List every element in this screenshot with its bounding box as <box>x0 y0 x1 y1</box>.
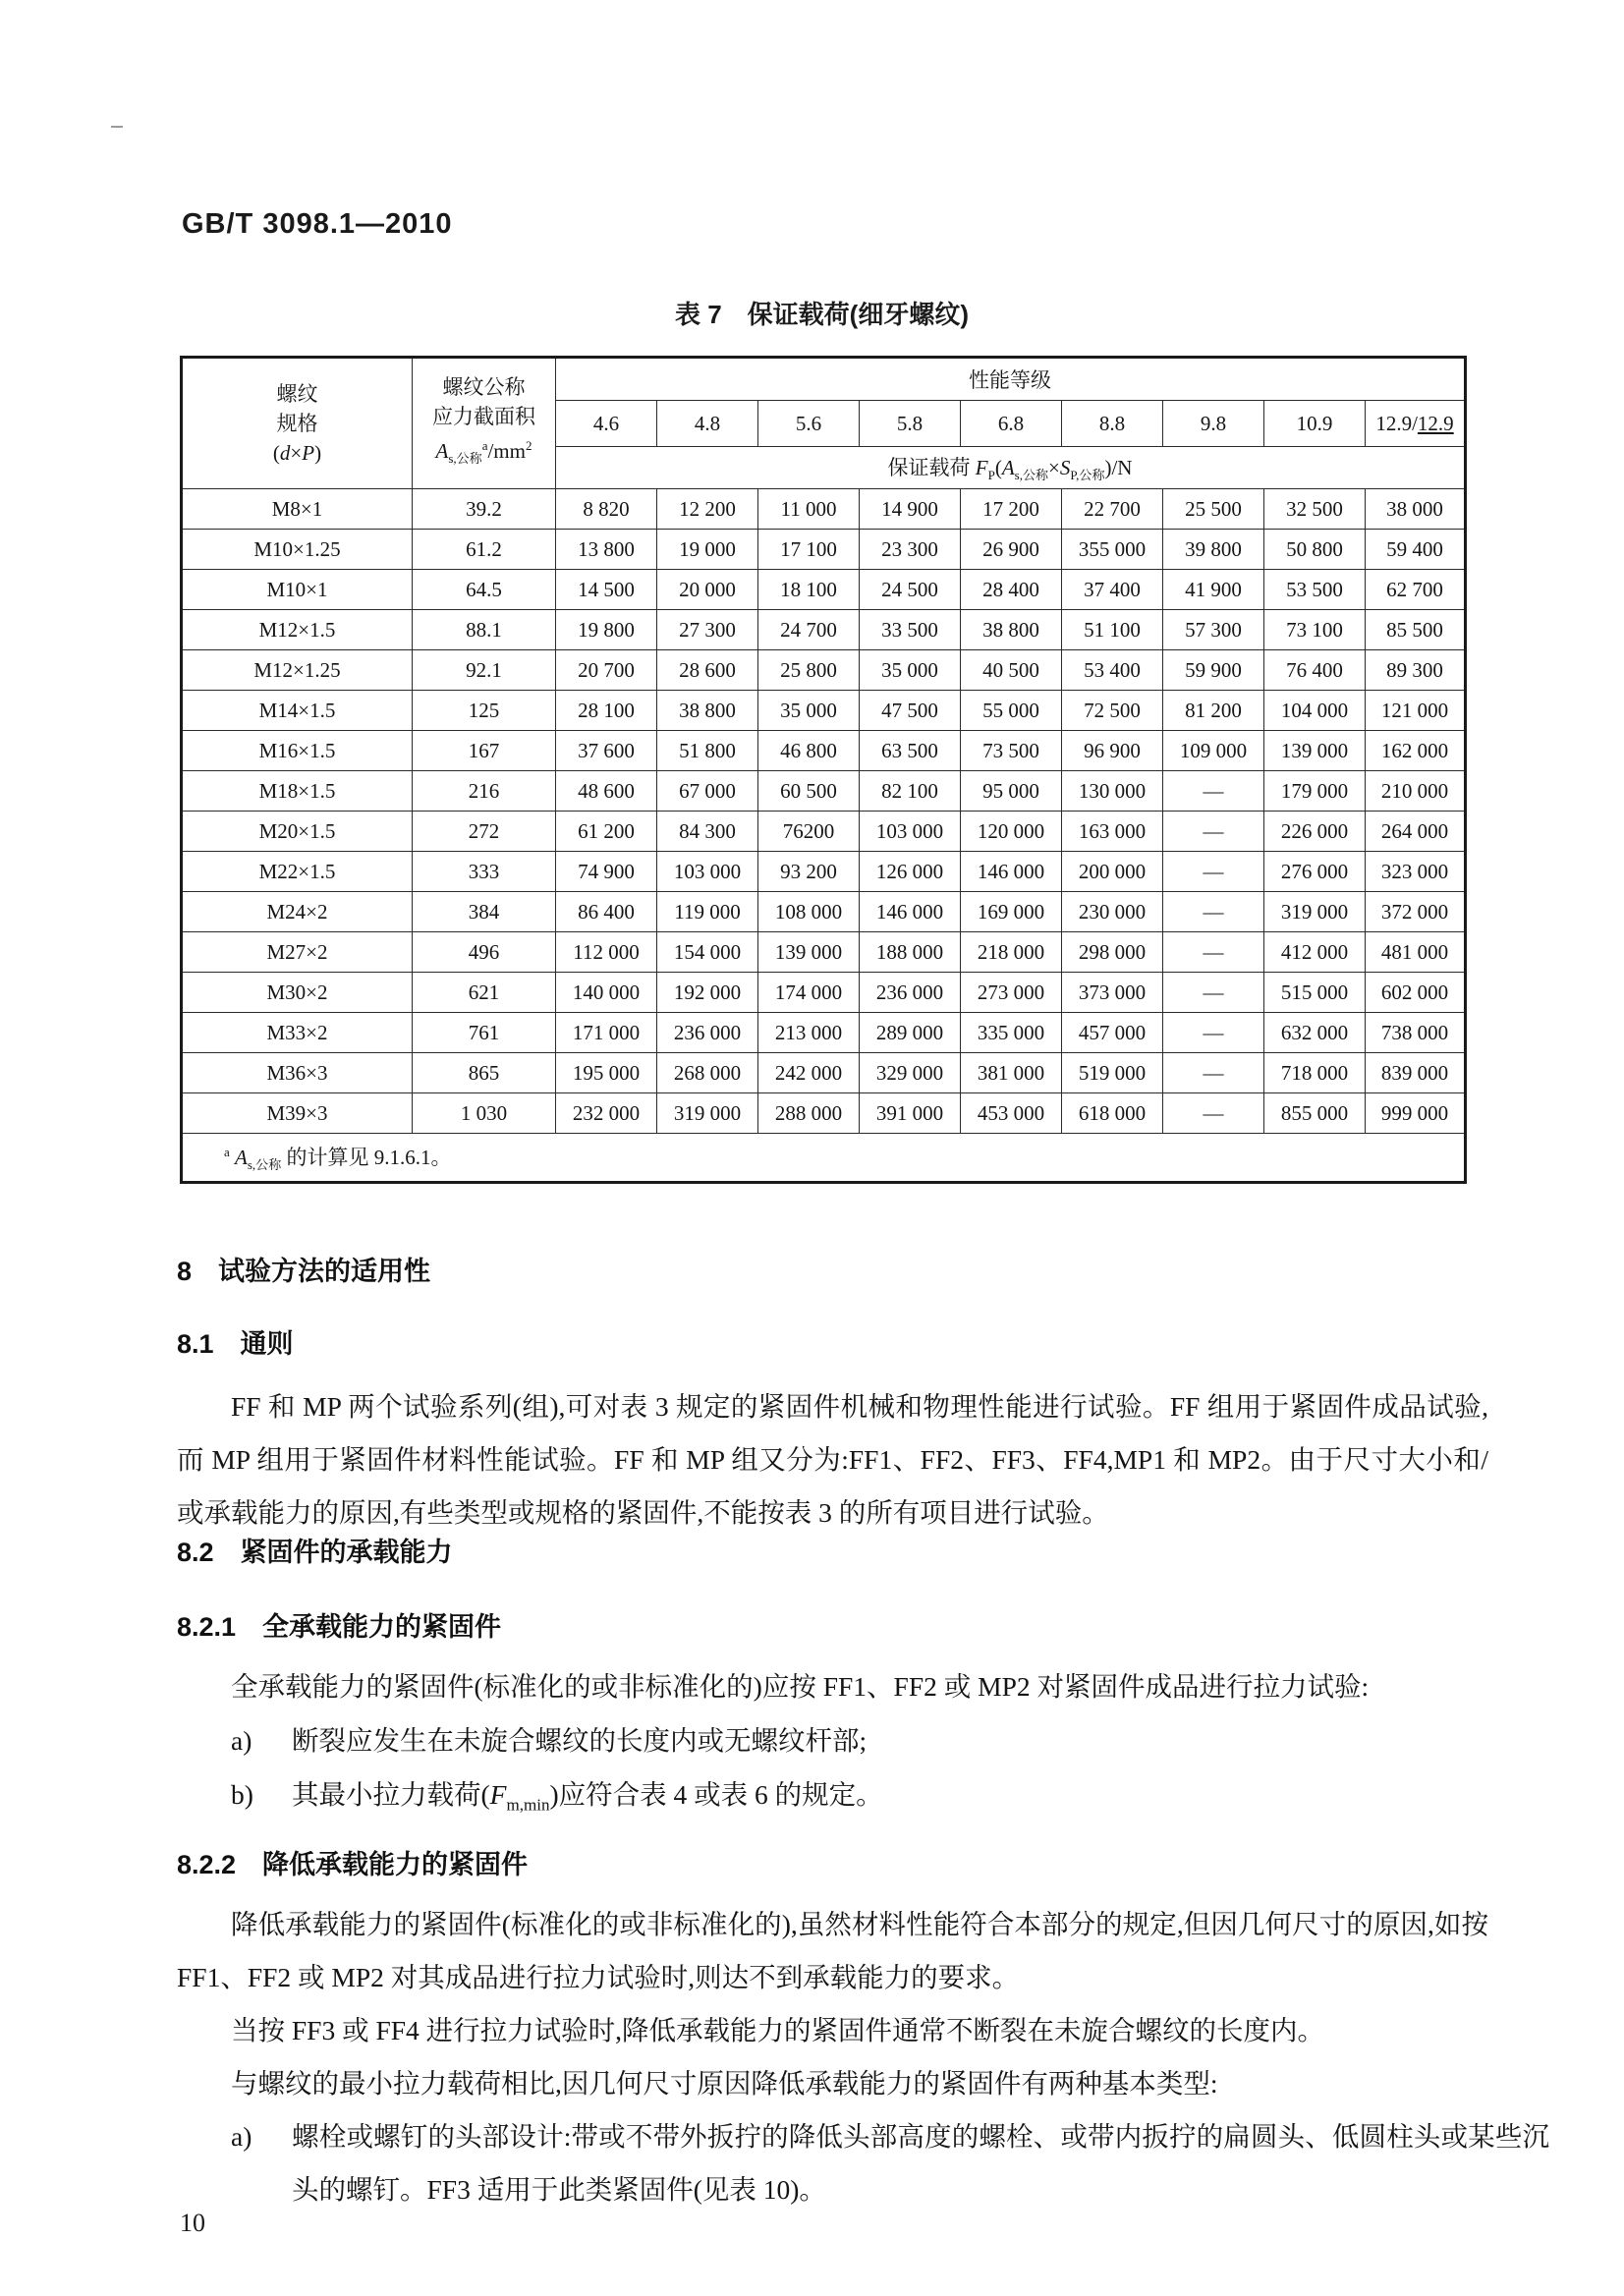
proof-load-cell: 96 900 <box>1062 731 1163 771</box>
stress-area-cell: 333 <box>413 852 556 892</box>
section-8-1-paragraph: FF 和 MP 两个试验系列(组),可对表 3 规定的紧固件机械和物理性能进行试验。FF 组用于紧固件成品试验,而 MP 组用于紧固件材料性能试验。FF 和 MP 组又分为:FF1、FF2、FF3、FF4,MP1 和 MP2。由于尺寸大小和/或承载能力的原因,有些类型或规格的紧固件,不能按表 3 的所有项目进行试验。 <box>177 1391 1488 1528</box>
proof-load-cell: 268 000 <box>657 1053 758 1093</box>
table-row <box>182 489 1466 530</box>
table-row <box>182 570 1466 610</box>
proof-load-cell: 72 500 <box>1062 691 1163 731</box>
stress-area-cell: 865 <box>413 1053 556 1093</box>
stress-area-cell: 496 <box>413 932 556 973</box>
table-row <box>182 530 1466 570</box>
proof-load-cell: 24 500 <box>860 570 961 610</box>
proof-load-cell: 236 000 <box>860 973 961 1013</box>
proof-load-cell: 103 000 <box>657 852 758 892</box>
thread-spec-cell: M14×1.5 <box>182 691 413 731</box>
proof-load-cell: 999 000 <box>1366 1093 1466 1134</box>
list-item-b: b) 其最小拉力载荷$(F_{m,min})$应符合表 4 或表 6 的规定。 <box>231 1768 1488 1832</box>
proof-load-cell: 26 900 <box>961 530 1062 570</box>
proof-load-table <box>180 356 1467 1184</box>
header-thread-spec: 螺纹 规格 (d×P) <box>182 358 413 489</box>
proof-load-cell: 28 400 <box>961 570 1062 610</box>
grade-header: 4.6 <box>556 401 657 447</box>
proof-load-cell: 323 000 <box>1366 852 1466 892</box>
proof-load-cell: 63 500 <box>860 731 961 771</box>
proof-load-cell: 103 000 <box>860 812 961 852</box>
proof-load-cell: 140 000 <box>556 973 657 1013</box>
section-8-2-2-paragraph-1: 降低承载能力的紧固件(标准化的或非标准化的),虽然材料性能符合本部分的规定,但因几何尺寸的原因,如按 FF1、FF2 或 MP2 对其成品进行拉力试验时,则达不到承载能力的要求。 <box>177 1909 1488 1992</box>
proof-load-cell: 8 820 <box>556 489 657 530</box>
proof-load-cell: 20 700 <box>556 650 657 691</box>
proof-load-cell: 288 000 <box>758 1093 860 1134</box>
proof-load-cell: 59 400 <box>1366 530 1466 570</box>
proof-load-cell: 60 500 <box>758 771 860 812</box>
proof-load-cell: 61 200 <box>556 812 657 852</box>
proof-load-cell: 519 000 <box>1062 1053 1163 1093</box>
proof-load-cell: 119 000 <box>657 892 758 932</box>
grade-header: 5.8 <box>860 401 961 447</box>
proof-load-cell: 12 200 <box>657 489 758 530</box>
table-row <box>182 731 1466 771</box>
proof-load-cell: 76 400 <box>1264 650 1366 691</box>
proof-load-cell: 95 000 <box>961 771 1062 812</box>
proof-load-cell: 41 900 <box>1163 570 1264 610</box>
proof-load-cell: 210 000 <box>1366 771 1466 812</box>
proof-load-cell: 55 000 <box>961 691 1062 731</box>
header-stress-area: 螺纹公称 应力截面积 $A_{s,公称}^a/mm^2$ <box>413 358 556 489</box>
proof-load-cell: 62 700 <box>1366 570 1466 610</box>
proof-load-cell: 319 000 <box>1264 892 1366 932</box>
thread-spec-cell: M30×2 <box>182 973 413 1013</box>
proof-load-cell: 25 500 <box>1163 489 1264 530</box>
proof-load-cell: 200 000 <box>1062 852 1163 892</box>
proof-load-cell: 108 000 <box>758 892 860 932</box>
table-row <box>182 812 1466 852</box>
proof-load-cell: 226 000 <box>1264 812 1366 852</box>
proof-load-cell: 372 000 <box>1366 892 1466 932</box>
proof-load-cell: 81 200 <box>1163 691 1264 731</box>
proof-load-cell: 104 000 <box>1264 691 1366 731</box>
proof-load-cell: 85 500 <box>1366 610 1466 650</box>
table-row <box>182 932 1466 973</box>
proof-load-cell: 169 000 <box>961 892 1062 932</box>
stress-area-cell: 761 <box>413 1013 556 1053</box>
proof-load-cell: 38 000 <box>1366 489 1466 530</box>
proof-load-cell: 355 000 <box>1062 530 1163 570</box>
proof-load-cell: 35 000 <box>758 691 860 731</box>
proof-load-cell: — <box>1163 1093 1264 1134</box>
table-row <box>182 610 1466 650</box>
grade-header: 6.8 <box>961 401 1062 447</box>
thread-spec-cell: M16×1.5 <box>182 731 413 771</box>
proof-load-cell: — <box>1163 892 1264 932</box>
proof-load-cell: 289 000 <box>860 1013 961 1053</box>
thread-spec-cell: M27×2 <box>182 932 413 973</box>
table-row <box>182 650 1466 691</box>
proof-load-cell: 391 000 <box>860 1093 961 1134</box>
proof-load-cell: 171 000 <box>556 1013 657 1053</box>
table-row <box>182 1053 1466 1093</box>
list-item-a: a) 断裂应发生在未旋合螺纹的长度内或无螺纹杆部; <box>231 1714 1488 1767</box>
list-marker: a) <box>231 2121 252 2152</box>
proof-load-table-body <box>182 489 1466 1134</box>
section-8-1-heading: 8.1 通则 <box>177 1329 294 1359</box>
proof-load-cell: 27 300 <box>657 610 758 650</box>
grade-header: 10.9 <box>1264 401 1366 447</box>
stress-area-cell: 61.2 <box>413 530 556 570</box>
proof-load-cell: 453 000 <box>961 1093 1062 1134</box>
proof-load-cell: 855 000 <box>1264 1093 1366 1134</box>
proof-load-cell: 139 000 <box>758 932 860 973</box>
header-proof-load-formula: 保证载荷 $F_P(A_{s,公称}\times S_{P,公称})/N$ <box>556 447 1466 489</box>
proof-load-cell: — <box>1163 1013 1264 1053</box>
table-7-title: 表 7 保证载荷(细牙螺纹) <box>674 300 969 329</box>
proof-load-cell: 28 600 <box>657 650 758 691</box>
proof-load-cell: 46 800 <box>758 731 860 771</box>
proof-load-cell: 76200 <box>758 812 860 852</box>
thread-spec-cell: M39×3 <box>182 1093 413 1134</box>
proof-load-cell: 22 700 <box>1062 489 1163 530</box>
thread-spec-cell: M33×2 <box>182 1013 413 1053</box>
proof-load-cell: 146 000 <box>860 892 961 932</box>
proof-load-cell: 230 000 <box>1062 892 1163 932</box>
stress-area-cell: 92.1 <box>413 650 556 691</box>
stress-area-cell: 384 <box>413 892 556 932</box>
proof-load-cell: 14 900 <box>860 489 961 530</box>
proof-load-cell: 14 500 <box>556 570 657 610</box>
proof-load-cell: 264 000 <box>1366 812 1466 852</box>
thread-spec-cell: M12×1.5 <box>182 610 413 650</box>
grade-header: 9.8 <box>1163 401 1264 447</box>
table-row <box>182 691 1466 731</box>
proof-load-cell: 93 200 <box>758 852 860 892</box>
proof-load-cell: 329 000 <box>860 1053 961 1093</box>
proof-load-cell: 121 000 <box>1366 691 1466 731</box>
stress-area-cell: 216 <box>413 771 556 812</box>
proof-load-cell: — <box>1163 852 1264 892</box>
proof-load-cell: 273 000 <box>961 973 1062 1013</box>
thread-spec-cell: M8×1 <box>182 489 413 530</box>
proof-load-cell: 188 000 <box>860 932 961 973</box>
page-number: 10 <box>180 2209 205 2237</box>
proof-load-cell: 126 000 <box>860 852 961 892</box>
proof-load-cell: — <box>1163 812 1264 852</box>
proof-load-cell: 50 800 <box>1264 530 1366 570</box>
thread-spec-cell: M22×1.5 <box>182 852 413 892</box>
section-8-2-2-heading: 8.2.2 降低承载能力的紧固件 <box>177 1850 529 1879</box>
proof-load-cell: 40 500 <box>961 650 1062 691</box>
proof-load-cell: 718 000 <box>1264 1053 1366 1093</box>
area-formula: $A_{s,公称}^a/mm^2$ <box>435 438 532 467</box>
thread-spec-cell: M36×3 <box>182 1053 413 1093</box>
table-row <box>182 1093 1466 1134</box>
stress-area-cell: 88.1 <box>413 610 556 650</box>
proof-load-cell: 218 000 <box>961 932 1062 973</box>
section-8-2-heading: 8.2 紧固件的承载能力 <box>177 1538 453 1567</box>
proof-load-cell: 154 000 <box>657 932 758 973</box>
section-8-2-2-paragraph-2: 当按 FF3 或 FF4 进行拉力试验时,降低承载能力的紧固件通常不断裂在未旋合螺纹的长度内。 <box>231 2015 1325 2045</box>
proof-load-cell: 13 800 <box>556 530 657 570</box>
section-8-2-1-heading: 8.2.1 全承载能力的紧固件 <box>177 1612 502 1642</box>
proof-load-cell: 28 100 <box>556 691 657 731</box>
proof-load-cell: 33 500 <box>860 610 961 650</box>
scan-artifact-dash <box>111 126 123 128</box>
table-footnote: $^a$ $A_{s,公称}$ 的计算见 9.1.6.1。 <box>182 1134 1466 1183</box>
proof-load-cell: 381 000 <box>961 1053 1062 1093</box>
thread-spec-cell: M24×2 <box>182 892 413 932</box>
proof-load-cell: 242 000 <box>758 1053 860 1093</box>
standard-code: GB/T 3098.1—2010 <box>182 208 453 240</box>
proof-load-cell: 162 000 <box>1366 731 1466 771</box>
table-row <box>182 973 1466 1013</box>
stress-area-cell: 125 <box>413 691 556 731</box>
proof-load-cell: 139 000 <box>1264 731 1366 771</box>
proof-load-cell: 236 000 <box>657 1013 758 1053</box>
section-8-2-2-paragraph-3: 与螺纹的最小拉力载荷相比,因几何尺寸原因降低承载能力的紧固件有两种基本类型: <box>231 2068 1218 2099</box>
proof-load-cell: 602 000 <box>1366 973 1466 1013</box>
stress-area-cell: 167 <box>413 731 556 771</box>
proof-load-cell: 457 000 <box>1062 1013 1163 1053</box>
proof-load-cell: 82 100 <box>860 771 961 812</box>
proof-load-cell: — <box>1163 973 1264 1013</box>
proof-load-cell: 35 000 <box>860 650 961 691</box>
proof-load-cell: 130 000 <box>1062 771 1163 812</box>
proof-load-cell: 146 000 <box>961 852 1062 892</box>
list-marker: a) <box>231 1725 252 1756</box>
proof-load-cell: — <box>1163 932 1264 973</box>
thread-spec-cell: M10×1 <box>182 570 413 610</box>
proof-load-cell: 23 300 <box>860 530 961 570</box>
proof-load-cell: 74 900 <box>556 852 657 892</box>
thread-spec-cell: M20×1.5 <box>182 812 413 852</box>
proof-load-cell: 51 800 <box>657 731 758 771</box>
proof-load-cell: — <box>1163 771 1264 812</box>
proof-load-cell: 53 500 <box>1264 570 1366 610</box>
proof-load-cell: 335 000 <box>961 1013 1062 1053</box>
proof-load-cell: 18 100 <box>758 570 860 610</box>
proof-load-cell: 53 400 <box>1062 650 1163 691</box>
section-8-heading: 8 试验方法的适用性 <box>177 1257 431 1286</box>
proof-load-cell: 19 000 <box>657 530 758 570</box>
proof-load-cell: 192 000 <box>657 973 758 1013</box>
stress-area-cell: 272 <box>413 812 556 852</box>
proof-load-cell: 481 000 <box>1366 932 1466 973</box>
proof-load-cell: 298 000 <box>1062 932 1163 973</box>
proof-load-cell: 17 200 <box>961 489 1062 530</box>
proof-load-cell: 319 000 <box>657 1093 758 1134</box>
proof-load-cell: 515 000 <box>1264 973 1366 1013</box>
proof-load-cell: 67 000 <box>657 771 758 812</box>
table-row <box>182 771 1466 812</box>
proof-load-cell: 59 900 <box>1163 650 1264 691</box>
proof-load-cell: 120 000 <box>961 812 1062 852</box>
proof-load-cell: 11 000 <box>758 489 860 530</box>
table-row <box>182 852 1466 892</box>
proof-load-cell: 738 000 <box>1366 1013 1466 1053</box>
thread-spec-cell: M10×1.25 <box>182 530 413 570</box>
proof-load-cell: 24 700 <box>758 610 860 650</box>
section-8-2-1-paragraph: 全承载能力的紧固件(标准化的或非标准化的)应按 FF1、FF2 或 MP2 对紧固件成品进行拉力试验: <box>231 1671 1370 1702</box>
proof-load-cell: 25 800 <box>758 650 860 691</box>
proof-load-cell: 163 000 <box>1062 812 1163 852</box>
stress-area-cell: 39.2 <box>413 489 556 530</box>
proof-load-cell: 618 000 <box>1062 1093 1163 1134</box>
proof-load-cell: 20 000 <box>657 570 758 610</box>
table-row <box>182 892 1466 932</box>
proof-load-cell: 37 600 <box>556 731 657 771</box>
proof-load-cell: 89 300 <box>1366 650 1466 691</box>
proof-load-cell: 109 000 <box>1163 731 1264 771</box>
spec-formula: (d×P) <box>272 441 322 465</box>
proof-load-cell: 37 400 <box>1062 570 1163 610</box>
proof-load-cell: 48 600 <box>556 771 657 812</box>
proof-load-cell: 839 000 <box>1366 1053 1466 1093</box>
list-marker: b) <box>231 1779 253 1810</box>
proof-load-cell: 73 500 <box>961 731 1062 771</box>
stress-area-cell: 621 <box>413 973 556 1013</box>
proof-load-cell: 179 000 <box>1264 771 1366 812</box>
proof-load-cell: 84 300 <box>657 812 758 852</box>
proof-load-cell: 213 000 <box>758 1013 860 1053</box>
grade-header: 5.6 <box>758 401 860 447</box>
proof-load-cell: 232 000 <box>556 1093 657 1134</box>
proof-load-cell: 73 100 <box>1264 610 1366 650</box>
proof-load-cell: — <box>1163 1053 1264 1093</box>
grade-header: 4.8 <box>657 401 758 447</box>
proof-load-cell: 86 400 <box>556 892 657 932</box>
proof-load-cell: 632 000 <box>1264 1013 1366 1053</box>
proof-load-cell: 19 800 <box>556 610 657 650</box>
proof-load-cell: 39 800 <box>1163 530 1264 570</box>
stress-area-cell: 64.5 <box>413 570 556 610</box>
grade-header: 8.8 <box>1062 401 1163 447</box>
proof-load-cell: 276 000 <box>1264 852 1366 892</box>
proof-load-cell: 373 000 <box>1062 973 1163 1013</box>
proof-load-cell: 174 000 <box>758 973 860 1013</box>
proof-load-cell: 51 100 <box>1062 610 1163 650</box>
proof-load-cell: 195 000 <box>556 1053 657 1093</box>
grade-header-last: 12.9/12.9 <box>1366 401 1466 447</box>
proof-load-cell: 57 300 <box>1163 610 1264 650</box>
list-item-a2: a) 螺栓或螺钉的头部设计:带或不带外扳拧的降低头部高度的螺栓、或带内扳拧的扁圆头、低圆柱头或某些沉头的螺钉。FF3 适用于此类紧固件(见表 10)。 <box>231 2110 1549 2216</box>
proof-load-cell: 38 800 <box>657 691 758 731</box>
thread-spec-cell: M12×1.25 <box>182 650 413 691</box>
proof-load-cell: 32 500 <box>1264 489 1366 530</box>
proof-load-cell: 47 500 <box>860 691 961 731</box>
proof-load-cell: 412 000 <box>1264 932 1366 973</box>
thread-spec-cell: M18×1.5 <box>182 771 413 812</box>
table-row <box>182 1013 1466 1053</box>
proof-load-cell: 17 100 <box>758 530 860 570</box>
stress-area-cell: 1 030 <box>413 1093 556 1134</box>
header-performance-class: 性能等级 <box>556 358 1466 401</box>
proof-load-cell: 112 000 <box>556 932 657 973</box>
proof-load-cell: 38 800 <box>961 610 1062 650</box>
